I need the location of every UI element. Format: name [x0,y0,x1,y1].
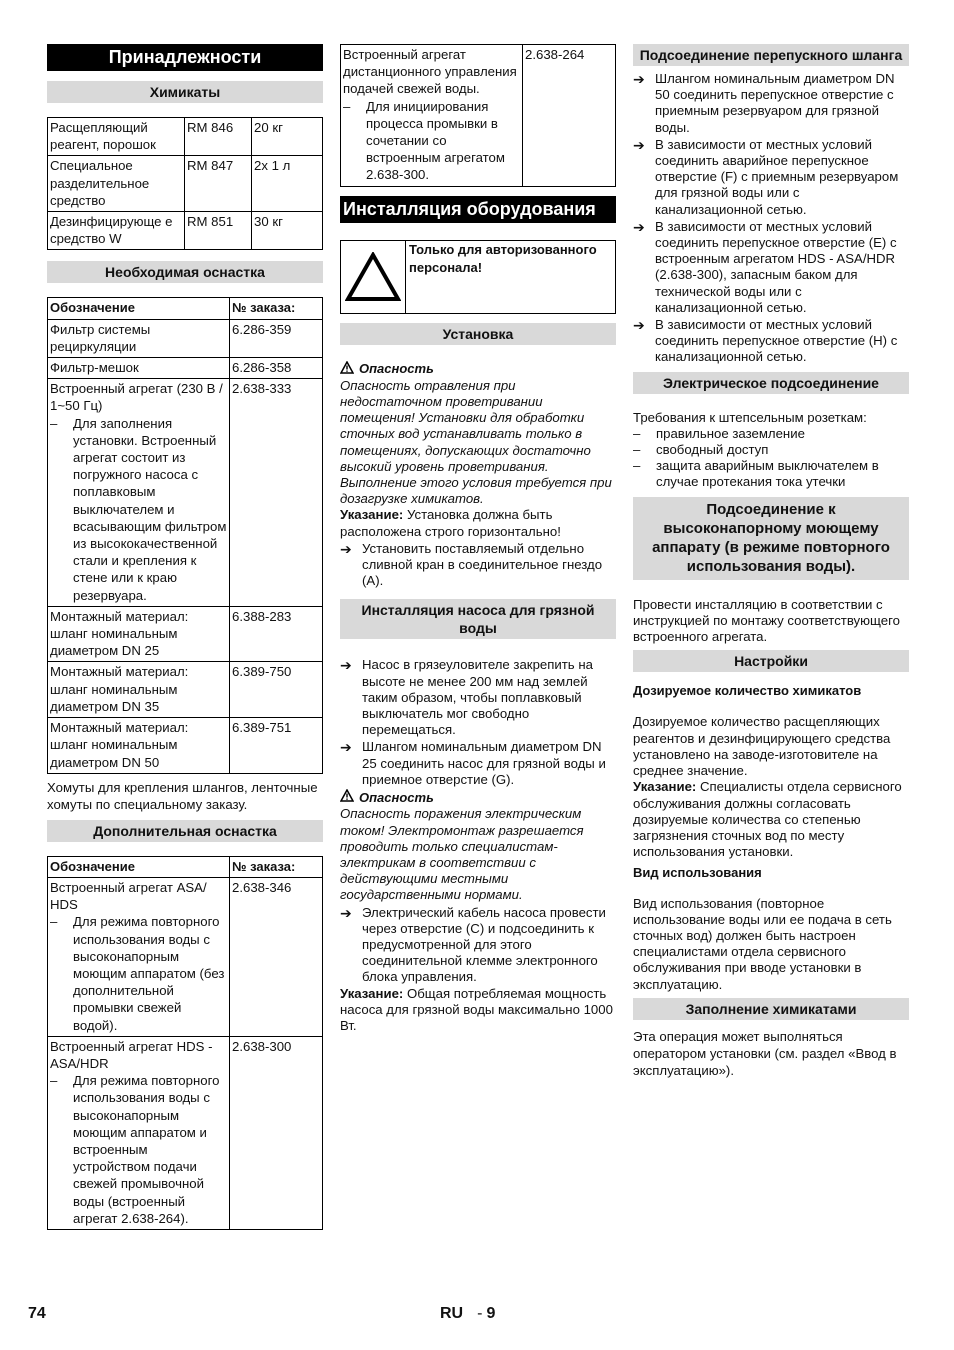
table-row [48,718,323,774]
item-cell [341,45,523,187]
dash-item: – правильное заземление [633,426,909,442]
column-header-order-no: № заказа: [230,298,323,319]
table-row [48,1036,323,1229]
column-header-name: Обозначение [48,298,230,319]
danger-text: Опасность отравления при недостаточном проветривании помещения! Установки для обработки сточных вод устанавливать только в помещениях, допускающих достаточно высокий уровень проветривания. Выполнение этого условия требуется при дозагрузке химикатов. [340,377,612,507]
danger-title [340,789,616,806]
arrow-right-icon: ➔ [633,71,645,87]
language-code: RU [440,1305,464,1322]
warning-triangle-icon [341,241,406,313]
optional-equipment-table-continued [340,44,616,187]
item-name: Фильтр-мешок [48,358,230,379]
arrow-right-icon: ➔ [340,739,352,756]
chemicals-table [47,117,323,250]
note-label: Указание: [340,985,404,1001]
chem-qty: 20 кг [252,118,323,156]
danger-label: Опасность [359,361,434,377]
dash-item: – Для инициирования процесса промывки в сочетании со встроенным агрегатом 2.638-300. [343,98,520,184]
danger-title [340,361,616,378]
step-text: В зависимости от местных условий соединить перепускное отверстие (H) с канализационной сетью. [655,317,898,365]
heading-setup: Установка [340,323,616,345]
arrow-right-icon: ➔ [340,540,352,557]
item-description: Для режима повторного использования воды с высоконапорным моющим аппаратом (без дополнительной промывки свежей водой). [73,914,225,1033]
column-right [633,44,909,1079]
item-order-no: 2.638-346 [230,877,323,1036]
authorized-personnel-text: Только для авторизованного персонала! [409,241,597,275]
item-description: Для заполнения установки. Встроенный агрегат состоит из погружного насоса с поплавковым выключателем и всасывающим фильтром из высококачественной стали и крепления к стене или к краю резервуара. [73,415,227,603]
step-item [633,137,909,218]
dash-item: – Для заполнения установки. Встроенный агрегат состоит из погружного насоса с поплавковым выключателем и всасывающим фильтром из высококачественной стали и крепления к стене или к краю резервуара. [50,415,227,603]
step-text: Насос в грязеуловителе закрепить на высоте не менее 200 мм над землей таким образом, чтобы поплавковый выключатель мог свободно перемещаться. [362,657,593,738]
item-name: Монтажный материал: шланг номинальным диаметром DN 35 [48,662,230,718]
heading-hp-connection: Подсоединение к высоконапорному моющему аппарату (в режиме повторного использования воды). [633,497,909,580]
arrow-right-icon: ➔ [633,218,645,235]
step-text: Установить поставляемый отдельно сливной кран в соединительное гнездо (A). [362,540,603,589]
dash-item: – защита аварийным выключателем в случае протекания тока утечки [633,458,909,490]
step-item [340,541,616,590]
table-row [48,662,323,718]
heading-electrical: Электрическое подсоединение [633,372,909,394]
item-name: Монтажный материал: шланг номинальным диаметром DN 50 [48,718,230,774]
step-text: Шлангом номинальным диаметром DN 25 соединить насос для грязной воды и приемное отверстие (G). [362,739,606,787]
table-header-row [48,298,323,319]
column-header-order-no: № заказа: [230,856,323,877]
chem-name: Дезинфицирующе е средство W [48,212,185,250]
step-text: Шлангом номинальным диаметром DN 50 соединить перепускное отверстие с приемным резервуаром для грязной воды. [655,71,895,135]
overflow-steps [633,71,909,366]
table-row [48,118,323,156]
item-order-no: 6.389-751 [230,718,323,774]
item-order-no: 2.638-300 [230,1036,323,1229]
arrow-right-icon: ➔ [340,904,352,921]
subheading-dosing: Дозируемое количество химикатов [633,683,862,699]
item-order-no: 6.388-283 [230,606,323,662]
item-order-no: 2.638-264 [523,45,616,187]
page-number-left: 74 [28,1305,46,1322]
table-row [48,606,323,662]
optional-equipment-table [47,856,323,1230]
requirement-text: свободный доступ [656,442,769,458]
page-number: 9 [486,1305,496,1322]
chem-code: RM 846 [185,118,252,156]
step-text: Электрический кабель насоса провести через отверстие (C) и подсоединить к предусмотренной для этого соединительной клемме электронного блока управления. [362,904,606,985]
table-row [48,319,323,357]
chem-qty: 30 кг [252,212,323,250]
note-label: Указание: [633,779,697,795]
note-label: Указание: [340,507,404,523]
subheading-usage-type: Вид использования [633,865,762,881]
warning-triangle-icon [340,361,359,378]
item-order-no: 2.638-333 [230,379,323,607]
settings-note [633,779,909,860]
clamps-note: Хомуты для крепления шлангов, ленточные хомуты по специальному заказу. [47,779,318,813]
item-name: Встроенный агрегат (230 В / 1~50 Гц) [50,381,223,414]
pump-note [340,986,616,1035]
item-order-no: 6.286-359 [230,319,323,357]
usage-type-text: Вид использования (повторное использование воды или ее подача в сеть сточных вод) должен быть настроен специалистами отдела сервисного обслуживания при вводе установки в эксплуатацию. [633,895,892,992]
warning-triangle-icon [340,789,359,806]
item-name: Встроенный агрегат дистанционного управления подачей свежей воды. [343,47,517,97]
item-order-no: 6.389-750 [230,662,323,718]
danger-block [340,789,616,903]
table-row [341,45,616,187]
page-footer-center [440,1306,495,1322]
chemical-filling-text: Эта операция может выполняться оператором установки (см. раздел «Ввод в эксплуатацию»). [633,1028,897,1078]
item-description: Для инициирования процесса промывки в сочетании со встроенным агрегатом 2.638-300. [366,98,505,183]
chem-name: Специальное разделительное средство [48,156,185,212]
hp-connection-text: Провести инсталляцию в соответствии с инструкцией по монтажу соответствующего встроенного агрегата. [633,596,900,645]
table-row [48,156,323,212]
arrow-right-icon: ➔ [633,136,645,153]
heading-pump-installation: Инсталляция насоса для грязной воды [340,599,616,639]
table-row [48,212,323,250]
table-header-row [48,856,323,877]
item-name: Встроенный агрегат HDS - ASA/HDR [50,1038,213,1071]
dosing-text: Дозируемое количество расщепляющих реагентов и дезинфицирующего средства установлено на заводе-изготовителе на среднее значение. [633,714,891,779]
authorized-personnel-box [340,240,616,314]
item-description: Для режима повторного использования воды с высоконапорным моющим аппаратом и встроенным устройством подачи свежей промывочной воды (встроенный агрегат 2.638-264). [73,1073,220,1226]
danger-block [340,361,616,508]
step-item [633,219,909,316]
step-text: В зависимости от местных условий соединить перепускное отверстие (E) с встроенным агрегатом HDS - ASA/HDR (2.638-300), запасным баком для технической воды или с канализационной сетью. [655,218,897,315]
requirement-text: защита аварийным выключателем в случае протекания тока утечки [656,458,879,490]
item-cell [48,1036,230,1229]
chem-code: RM 847 [185,156,252,212]
dash-item: – Для режима повторного использования воды с высоконапорным моющим аппаратом и встроенным устройством подачи свежей промывочной воды (встроенный агрегат 2.638-264). [50,1072,227,1227]
heading-overflow-hose: Подсоединение перепускного шланга [633,44,909,66]
table-row [48,877,323,1036]
pump-steps [340,657,616,788]
chem-code: RM 851 [185,212,252,250]
step-item [340,739,616,788]
step-text: В зависимости от местных условий соединить аварийное перепускное отверстие (F) с приемным резервуаром для грязной воды или с канализационной сетью. [655,136,899,217]
item-name: Фильтр системы рециркуляции [48,319,230,357]
table-row [48,379,323,607]
dash-item: – свободный доступ [633,442,909,458]
section-title-installation: Инсталляция оборудования [340,196,616,223]
socket-requirements: Требования к штепсельным розеткам: [633,409,867,425]
note-text: Специалисты отдела сервисного обслуживания должны согласовать дозируемые количества со степенью загрязнения сточных вод по месту использования установки. [633,779,902,860]
note-text: Общая потребляемая мощность насоса для грязной воды максимально 1000 Вт. [340,985,613,1033]
required-equipment-table [47,297,323,773]
heading-chemicals: Химикаты [47,81,323,103]
item-cell [48,877,230,1036]
item-name: Встроенный агрегат ASA/ HDS [50,879,207,913]
chem-name: Расщепляющий реагент, порошок [48,118,185,156]
arrow-right-icon: ➔ [633,317,645,334]
step-item [633,317,909,366]
section-title-accessories: Принадлежности [47,44,323,71]
column-middle [340,44,616,1034]
note-text: Установка должна быть расположена строго горизонтально! [340,507,561,539]
setup-note [340,507,616,539]
column-header-name: Обозначение [48,856,230,877]
column-left [47,44,323,1230]
heading-chemical-filling: Заполнение химикатами [633,998,909,1020]
item-order-no: 6.286-358 [230,358,323,379]
item-cell [48,379,230,607]
heading-required-equipment: Необходимая оснастка [47,261,323,283]
step-item [340,905,616,986]
heading-settings: Настройки [633,650,909,672]
danger-label: Опасность [359,789,434,805]
table-row [48,358,323,379]
heading-optional-equipment: Дополнительная оснастка [47,820,323,842]
requirement-text: правильное заземление [656,425,805,441]
arrow-right-icon: ➔ [340,657,352,674]
step-item [340,657,616,738]
page-separator: - [477,1305,483,1322]
item-name: Монтажный материал: шланг номинальным диаметром DN 25 [48,606,230,662]
danger-text: Опасность поражения электрическим током! Электромонтаж разрешается проводить только специалистам-электрикам в соответствии с действующими местными государственными нормами. [340,806,584,903]
chem-qty: 2x 1 л [252,156,323,212]
dash-item: – Для режима повторного использования воды с высоконапорным моющим аппаратом (без дополнительной промывки свежей водой). [50,913,227,1033]
step-item [633,71,909,136]
